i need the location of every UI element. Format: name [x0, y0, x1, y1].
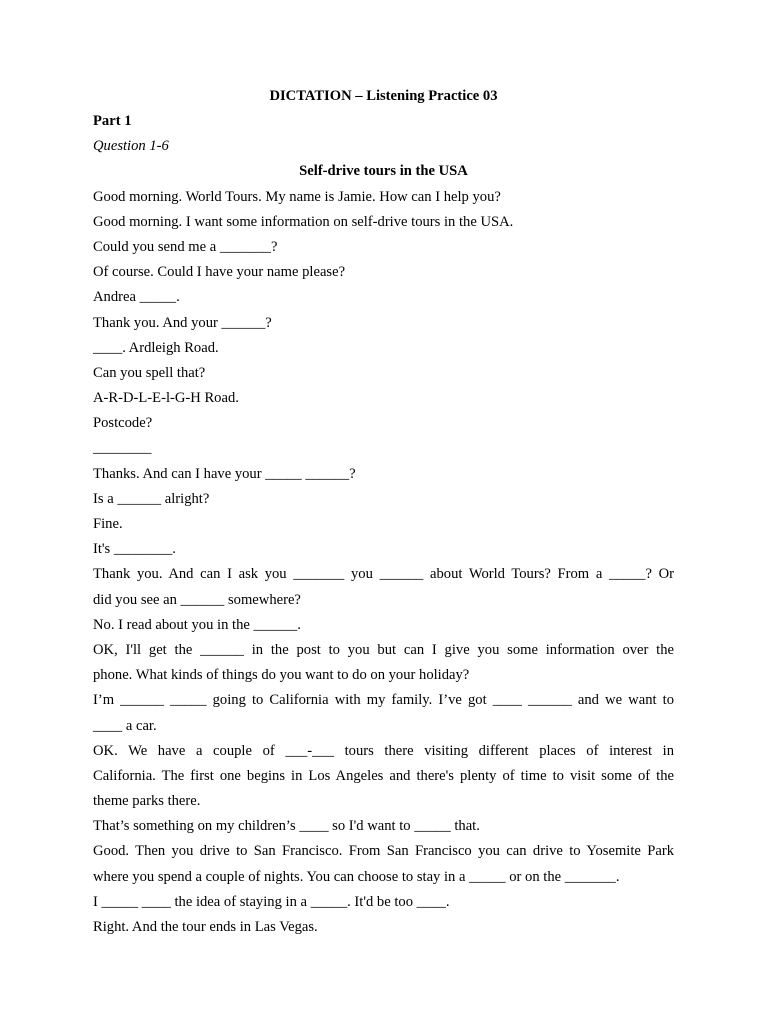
dialogue-line: Good morning. I want some information on self-drive tours in the USA.	[93, 214, 514, 230]
dialogue-line: Right. And the tour ends in Las Vegas.	[93, 919, 318, 935]
dialogue-line: Andrea _____.	[93, 289, 180, 305]
dialogue-line: OK. We have a couple of ___-___ tours there visiting different places of interest in	[93, 743, 674, 759]
dialogue-line: Can you spell that?	[93, 365, 206, 381]
dialogue-line: Postcode?	[93, 415, 153, 431]
part-heading: Part 1	[93, 113, 132, 129]
dialogue-line: Of course. Could I have your name please?	[93, 264, 346, 280]
dialogue-line: Thank you. And your ______?	[93, 315, 272, 331]
dialogue-line: It's ________.	[93, 541, 176, 557]
dialogue-line: theme parks there.	[93, 793, 201, 809]
dialogue-line: That’s something on my children’s ____ so I'd want to _____ that.	[93, 818, 480, 834]
dialogue-line: Thanks. And can I have your _____ ______?	[93, 466, 356, 482]
dialogue-line: ____. Ardleigh Road.	[93, 340, 219, 356]
dialogue-line: where you spend a couple of nights. You can choose to stay in a _____ or on the _______.	[93, 869, 620, 885]
dialogue-line: OK, I'll get the ______ in the post to you but can I give you some information over the	[93, 642, 674, 658]
dialogue-line: A-R-D-L-E-l-G-H Road.	[93, 390, 239, 406]
dialogue-line: Thank you. And can I ask you _______ you ______ about World Tours? From a _____? Or	[93, 566, 674, 582]
dialogue-line: phone. What kinds of things do you want to do on your holiday?	[93, 667, 470, 683]
dialogue-line: Could you send me a _______?	[93, 239, 278, 255]
dialogue-line: did you see an ______ somewhere?	[93, 592, 301, 608]
dialogue-line: ________	[93, 440, 152, 456]
dialogue-line: Good morning. World Tours. My name is Jamie. How can I help you?	[93, 189, 501, 205]
dialogue-line: No. I read about you in the ______.	[93, 617, 301, 633]
section-subtitle: Self-drive tours in the USA	[299, 163, 468, 179]
dialogue-line: Good. Then you drive to San Francisco. From San Francisco you can drive to Yosemite Park	[93, 843, 674, 859]
dialogue-line: ____ a car.	[93, 718, 157, 734]
dialogue-line: I _____ ____ the idea of staying in a _____. It'd be too ____.	[93, 894, 450, 910]
question-range: Question 1-6	[93, 138, 169, 154]
dialogue-line: Fine.	[93, 516, 123, 532]
document-title: DICTATION – Listening Practice 03	[269, 88, 498, 104]
dialogue-line: I’m ______ _____ going to California with my family. I’ve got ____ ______ and we want to	[93, 692, 674, 708]
dialogue-line: Is a ______ alright?	[93, 491, 210, 507]
dialogue-line: California. The first one begins in Los Angeles and there's plenty of time to visit some of the	[93, 768, 674, 784]
